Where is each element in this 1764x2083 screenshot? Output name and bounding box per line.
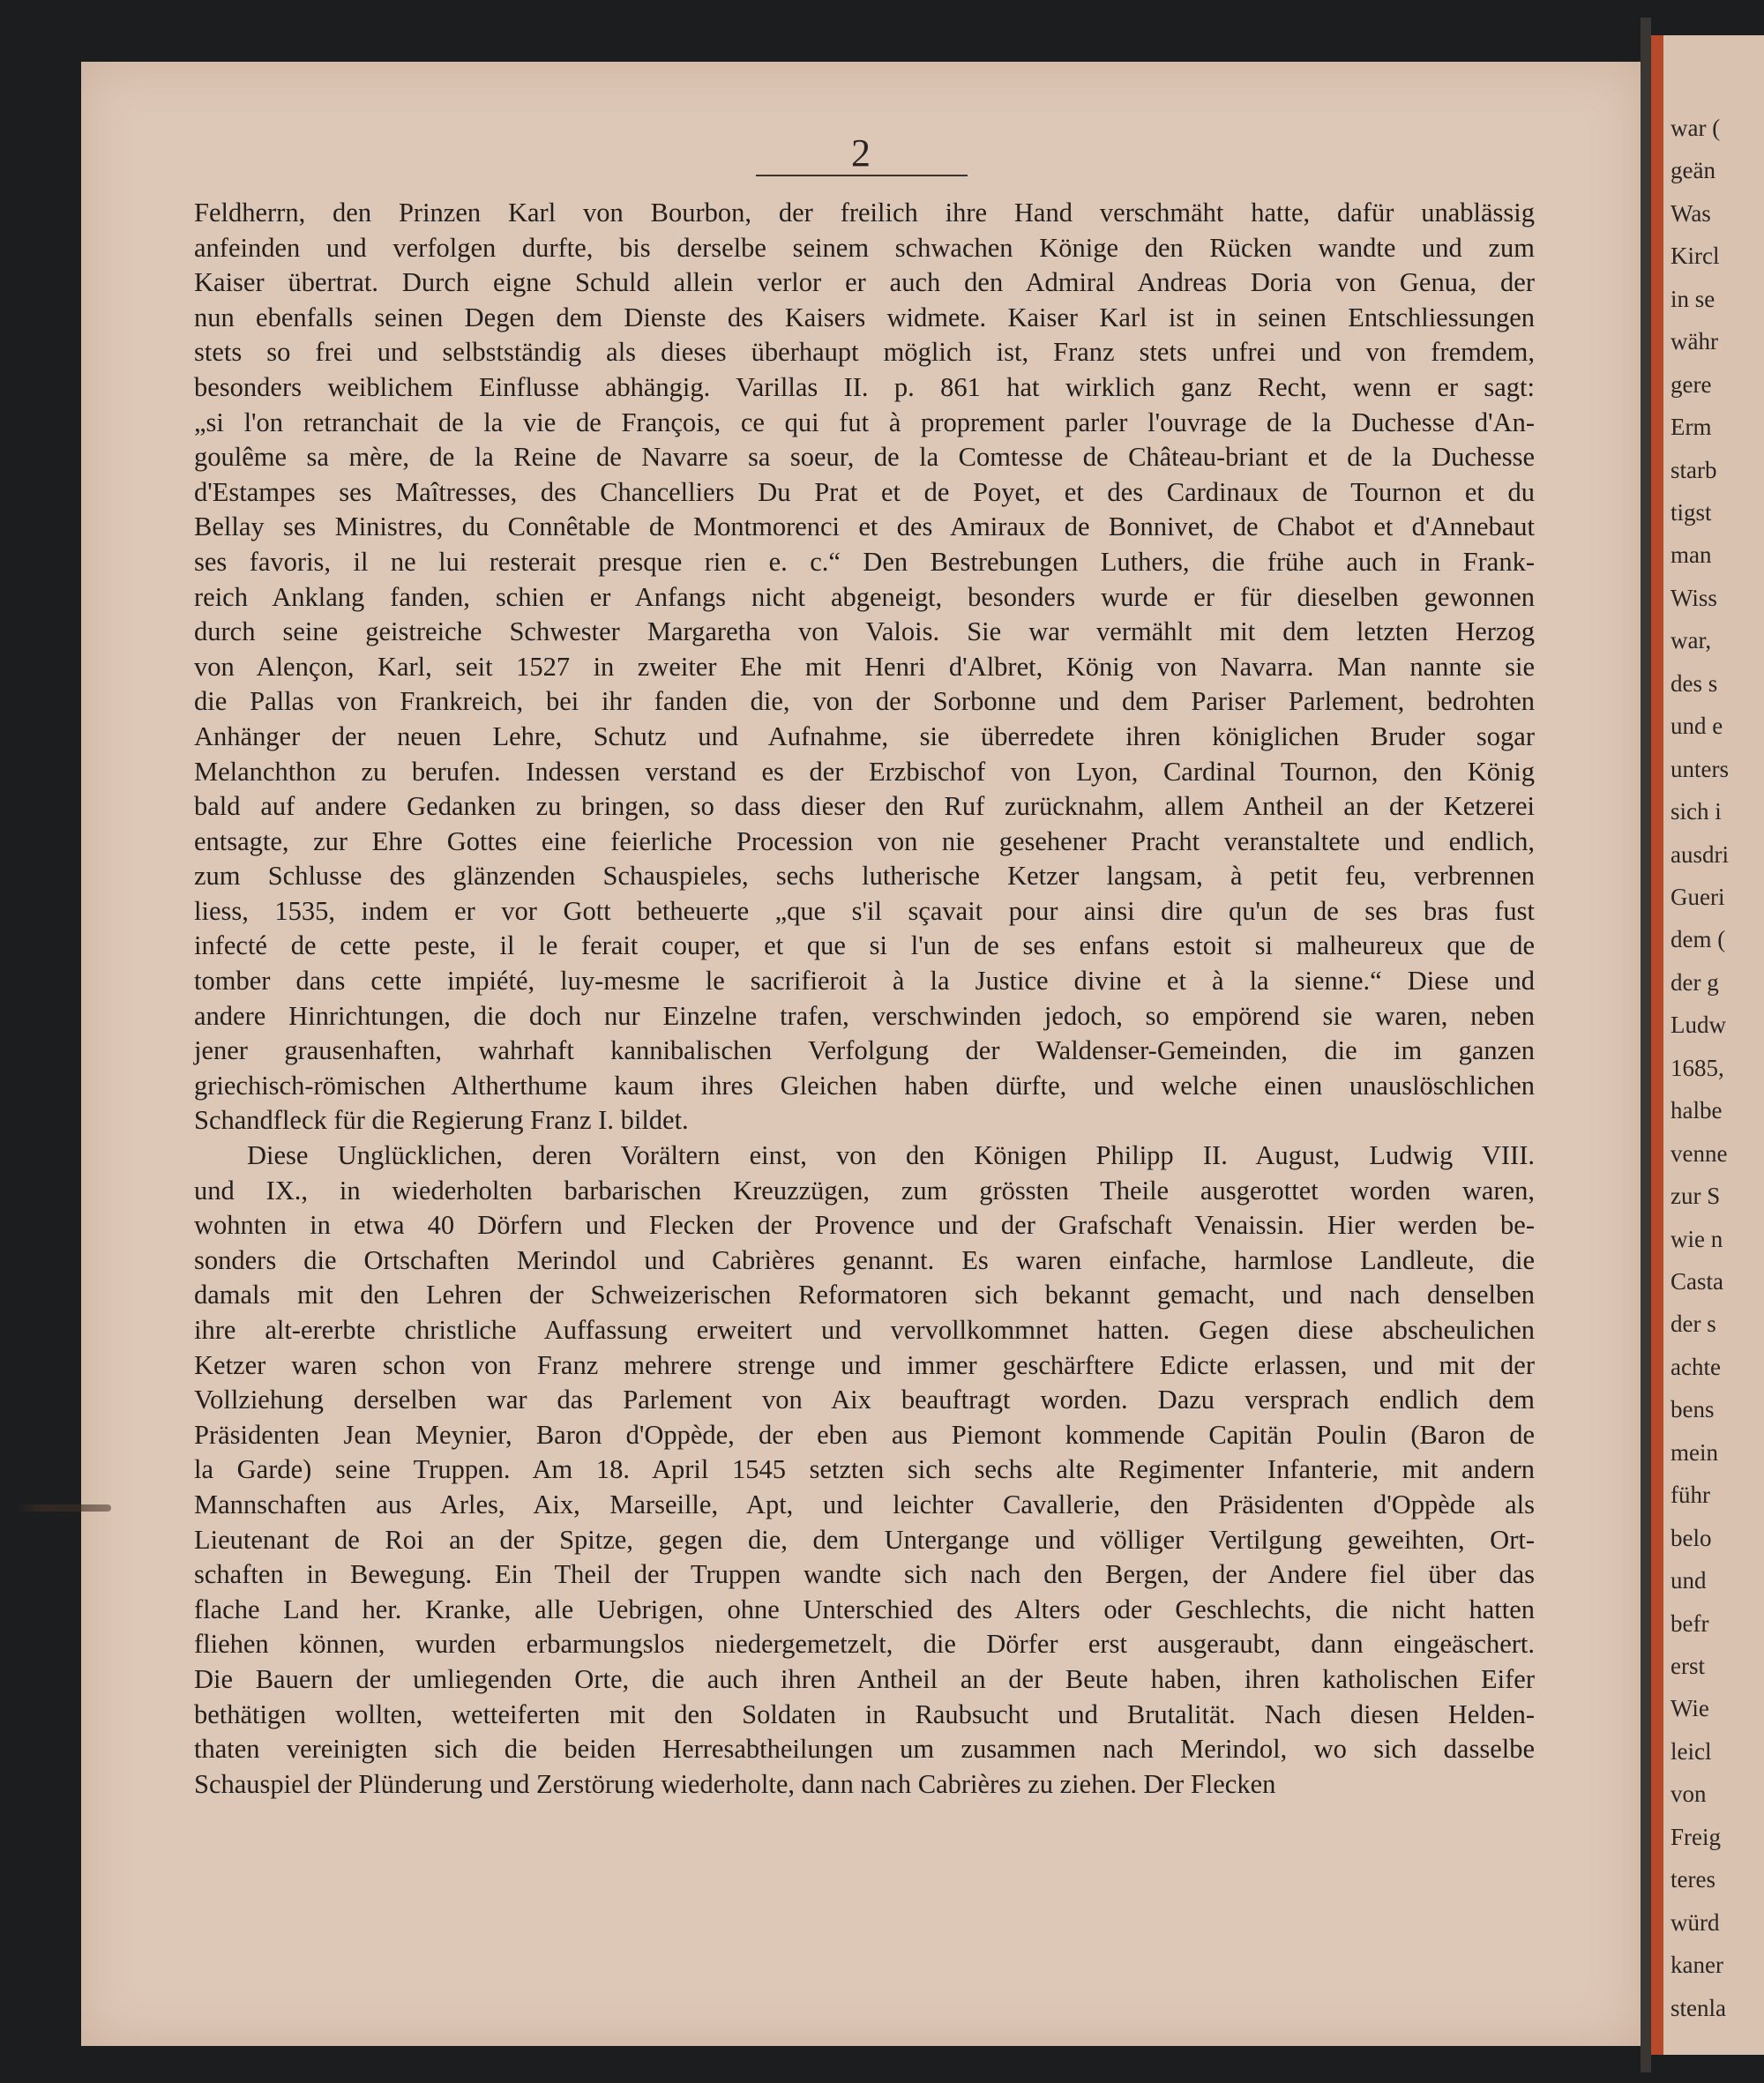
facing-page-fragment: stenla (1671, 1994, 1726, 2021)
facing-page-fragment: wie n (1671, 1225, 1723, 1252)
text-line: Diese Unglücklichen, deren Vorältern einst, von den Königen Philipp II. August, Ludwig VIII. (247, 1140, 1535, 1171)
book-page (81, 62, 1641, 2046)
header-rule (756, 175, 968, 176)
text-line: von Alençon, Karl, seit 1527 in zweiter Ehe mit Henri d'Albret, König von Navarra. Man nannte sie (194, 651, 1535, 682)
facing-page-fragment: Gueri (1671, 884, 1725, 910)
facing-page-fragment: der s (1671, 1310, 1716, 1338)
facing-page-fragment: ausdri (1671, 840, 1729, 868)
text-line: griechisch-römischen Altherthume kaum ihres Gleichen haben dürfte, und welche einen unauslöschlichen (194, 1070, 1535, 1101)
facing-page-fragment: halbe (1671, 1097, 1723, 1124)
binding-gutter (1641, 18, 1651, 2072)
text-line: bald auf andere Gedanken zu bringen, so dass dieser den Ruf zurücknahm, allem Antheil an der Ketzerei (194, 791, 1535, 822)
facing-page-fragment: und (1671, 1567, 1707, 1594)
text-line: d'Estampes ses Maîtresses, des Chancelliers Du Prat et de Poyet, et des Cardinaux de Tournon et du (194, 476, 1535, 507)
facing-page-fragment: erst (1671, 1653, 1705, 1679)
body-text (194, 196, 1535, 1802)
text-line: Schauspiel der Plünderung und Zerstörung wiederholte, dann nach Cabrières zu ziehen. Der Flecken (194, 1768, 1276, 1799)
page-number: 2 (851, 131, 871, 175)
facing-page-fragment: währ (1671, 328, 1718, 355)
text-line: Bellay ses Ministres, du Connêtable de Montmorenci et des Amiraux de Bonnivet, de Chabot et d'Annebaut (194, 511, 1535, 542)
text-line: jener grausenhaften, wahrhaft kannibalischen Verfolgung der Waldenser-Gemeinden, die im ganzen (194, 1035, 1535, 1066)
bookmark-strip (14, 1504, 111, 1512)
text-line: liess, 1535, indem er vor Gott betheuerte „que s'il sçavait pour ainsi dire qu'un de ses bras fust (194, 895, 1535, 926)
text-line: zum Schlusse des glänzenden Schauspieles, sechs lutherische Ketzer langsam, à petit feu, verbrennen (194, 861, 1535, 892)
text-line: Anhänger der neuen Lehre, Schutz und Aufnahme, sie überredete ihren königlichen Bruder sogar (194, 720, 1535, 751)
facing-page-fragment: Kircl (1671, 243, 1720, 270)
facing-page-fragment: sich i (1671, 798, 1722, 825)
facing-page-edge (1663, 35, 1764, 2055)
facing-page-fragment: führ (1671, 1482, 1710, 1509)
facing-page-fragment: 1685, (1671, 1054, 1724, 1081)
facing-page-fragment: zur S (1671, 1183, 1721, 1210)
facing-page-fragment: venne (1671, 1139, 1728, 1167)
text-line: andere Hinrichtungen, die doch nur Einzelne trafen, verschwinden jedoch, so empörend sie waren, neben (194, 1000, 1535, 1031)
facing-page-fragment: kaner (1671, 1952, 1723, 1979)
facing-page-fragment: Ludw (1671, 1012, 1726, 1039)
facing-page-fragment: Wiss (1671, 584, 1717, 611)
text-line: la Garde) seine Truppen. Am 18. April 1545 setzten sich sechs alte Regimenter Infanterie, mit andern (194, 1454, 1535, 1485)
facing-page-fragment: Erm (1671, 414, 1712, 441)
text-line: schaften in Bewegung. Ein Theil der Truppen wandte sich nach den Bergen, der Andere fiel über das (194, 1559, 1535, 1590)
text-line: reich Anklang fanden, schien er Anfangs nicht abgeneigt, besonders wurde er für dieselben gewonnen (194, 581, 1535, 612)
text-line: Die Bauern der umliegenden Orte, die auch ihren Antheil an der Beute haben, ihren katholischen Eifer (194, 1663, 1535, 1694)
text-line: Feldherrn, den Prinzen Karl von Bourbon, der freilich ihre Hand verschmäht hatte, dafür unablässig (194, 198, 1535, 228)
facing-page-fragment: belo (1671, 1524, 1712, 1551)
facing-page-fragment: und e (1671, 713, 1723, 740)
text-line: Präsidenten Jean Meynier, Baron d'Oppède, der eben aus Piemont kommende Capitän Poulin (Baron de (194, 1419, 1535, 1450)
text-line: ihre alt-ererbte christliche Auffassung erweitert und vervollkommnet hatten. Gegen diese abscheulichen (194, 1315, 1535, 1345)
text-line: Kaiser übertrat. Durch eigne Schuld allein verlor er auch den Admiral Andreas Doria von Genua, der (194, 267, 1535, 298)
text-line: durch seine geistreiche Schwester Margaretha von Valois. Sie war vermählt mit dem letzten Herzog (194, 616, 1535, 647)
text-line: thaten vereinigten sich die beiden Herresabtheilungen um zusammen nach Merindol, wo sich dasselbe (194, 1734, 1535, 1765)
facing-page-fragment: gere (1671, 370, 1712, 398)
facing-page-fragment: war ( (1671, 115, 1721, 141)
facing-page-fragment: starb (1671, 456, 1717, 483)
facing-page-fragment: teres (1671, 1866, 1715, 1893)
facing-page-fragment: in se (1671, 285, 1715, 312)
facing-page-fragment: geän (1671, 157, 1715, 184)
facing-page-fragment: tigst (1671, 499, 1712, 526)
text-line: bethätigen wollten, wetteiferten mit den Soldaten in Raubsucht und Brutalität. Nach diesen Helden- (194, 1699, 1535, 1729)
text-line: stets so frei und selbstständig als dieses überhaupt möglich ist, Franz stets unfrei und von fremdem, (194, 337, 1535, 368)
facing-page-fragment: befr (1671, 1609, 1709, 1637)
facing-page-fragment: mein (1671, 1438, 1718, 1466)
facing-page-fragment: achte (1671, 1353, 1721, 1380)
text-line: fliehen können, wurden erbarmungslos niedergemetzelt, die Dörfer erst ausgeraubt, dann eingeäschert. (194, 1629, 1535, 1660)
facing-page-fragment: Freig (1671, 1823, 1721, 1850)
text-line: tomber dans cette impiété, luy-mesme le sacrifieroit à la Justice divine et à la sienne.“ Diese und (194, 966, 1535, 997)
text-line: nun ebenfalls seinen Degen dem Dienste des Kaisers widmete. Kaiser Karl ist in seinen Entschliessungen (194, 302, 1535, 332)
facing-page-fragment: leicl (1671, 1737, 1712, 1765)
facing-page-fragment: Wie (1671, 1695, 1709, 1722)
text-line: Mannschaften aus Arles, Aix, Marseille, Apt, und leichter Cavallerie, den Präsidenten d'Oppède als (194, 1489, 1535, 1519)
text-line: Schandfleck für die Regierung Franz I. bildet. (194, 1105, 689, 1136)
text-line: flache Land her. Kranke, alle Uebrigen, ohne Unterschied des Alters oder Geschlechts, die nicht hatten (194, 1594, 1535, 1624)
facing-page-fragment: man (1671, 541, 1712, 569)
facing-page-fragment: Was (1671, 199, 1711, 227)
text-line: anfeinden und verfolgen durfte, bis derselbe seinem schwachen Könige den Rücken wandte und zum (194, 232, 1535, 263)
facing-page-fragment: unters (1671, 755, 1729, 782)
facing-page-fragment: von (1671, 1781, 1707, 1808)
facing-page-fragment: würd (1671, 1908, 1720, 1936)
text-line: Lieutenant de Roi an der Spitze, gegen die, dem Untergange und völliger Vertilgung geweihten, Ort- (194, 1524, 1535, 1555)
text-line: damals mit den Lehren der Schweizerischen Reformatoren sich bekannt gemacht, und nach denselben (194, 1280, 1535, 1310)
text-line: infecté de cette peste, il le ferait couper, et que si l'un de ses enfans estoit si malheureux que de (194, 930, 1535, 961)
text-line: Melanchthon zu berufen. Indessen verstand es der Erzbischof von Lyon, Cardinal Tournon, den König (194, 756, 1535, 787)
text-line: ses favoris, il ne lui resterait presque rien e. c.“ Den Bestrebungen Luthers, die frühe auch in Frank- (194, 546, 1535, 577)
facing-page-fragment: war, (1671, 627, 1712, 654)
text-line: sonders die Ortschaften Merindol und Cabrières genannt. Es waren einfache, harmlose Landleute, die (194, 1244, 1535, 1275)
facing-page-fragment: dem ( (1671, 926, 1726, 953)
text-line: „si l'on retranchait de la vie de François, ce qui fut à proprement parler l'ouvrage de la Duchesse d'An- (194, 407, 1535, 437)
text-line: und IX., in wiederholten barbarischen Kreuzzügen, zum grössten Theile ausgerottet worden waren, (194, 1175, 1535, 1206)
facing-page-fragment: bens (1671, 1396, 1715, 1423)
text-line: wohnten in etwa 40 Dörfern und Flecken der Provence und der Grafschaft Venaissin. Hier werden be- (194, 1210, 1535, 1241)
text-line: Ketzer waren schon von Franz mehrere strenge und immer geschärftere Edicte erlassen, und mit der (194, 1349, 1535, 1380)
text-line: entsagte, zur Ehre Gottes eine feierliche Procession von nie gesehener Pracht veranstaltete und endlich, (194, 825, 1535, 856)
facing-page-fragment: der g (1671, 968, 1719, 996)
facing-page-fragment: des s (1671, 669, 1718, 697)
text-line: Vollziehung derselben war das Parlement von Aix beauftragt worden. Dazu versprach endlich dem (194, 1385, 1535, 1415)
facing-page-fragment: Casta (1671, 1268, 1723, 1295)
text-line: die Pallas von Frankreich, bei ihr fanden die, von der Sorbonne und dem Pariser Parlement, bedrohten (194, 686, 1535, 717)
text-line: goulême sa mère, de la Reine de Navarre sa soeur, de la Comtesse de Château-briant et de la Duchesse (194, 442, 1535, 473)
text-line: besonders weiblichem Einflusse abhängig. Varillas II. p. 861 hat wirklich ganz Recht, wenn er sagt: (194, 371, 1535, 402)
binding-edge (1651, 35, 1663, 2055)
